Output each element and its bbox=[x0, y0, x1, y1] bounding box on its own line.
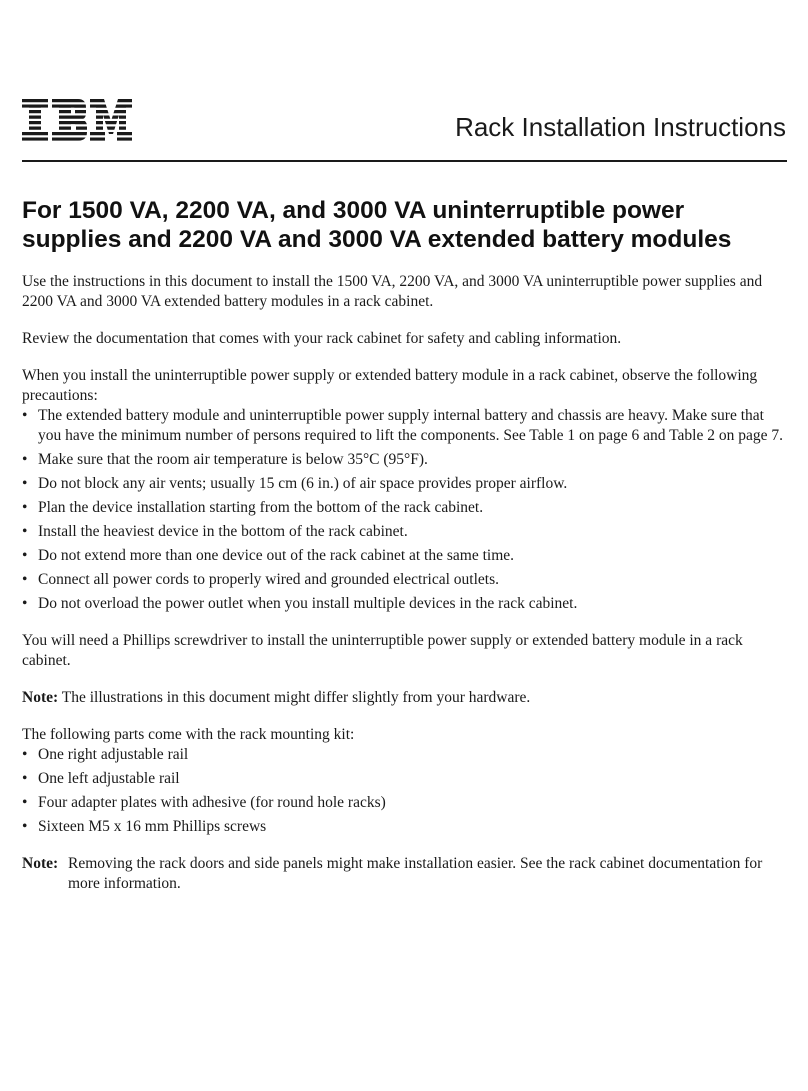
list-item: • One left adjustable rail bbox=[22, 770, 180, 787]
list-item: • Four adapter plates with adhesive (for round hole racks) bbox=[22, 794, 386, 811]
list-item: • Sixteen M5 x 16 mm Phillips screws bbox=[22, 818, 267, 835]
bullet-icon: • bbox=[22, 770, 28, 787]
list-item: • Install the heaviest device in the bottom of the rack cabinet. bbox=[22, 523, 408, 540]
list-item: • Plan the device installation starting from the bottom of the rack cabinet. bbox=[22, 499, 484, 516]
document-body bbox=[22, 272, 788, 894]
bullet-icon: • bbox=[22, 818, 28, 835]
list-item: • Connect all power cords to properly wired and grounded electrical outlets. bbox=[22, 571, 499, 588]
list-item: • The extended battery module and uninterruptible power supply internal battery and chassis are heavy. Make sure that you have the minimum number of persons required to lift the components. See Table 1 on page 6 and Table 2 on page 7. bbox=[22, 407, 783, 444]
note-illustrations bbox=[22, 688, 788, 708]
bullet-icon: • bbox=[22, 475, 28, 492]
document-title: Rack Installation Instructions bbox=[455, 112, 786, 142]
bullet-icon: • bbox=[22, 407, 28, 424]
bullet-icon: • bbox=[22, 547, 28, 564]
list-item: • Make sure that the room air temperature is below 35°C (95°F). bbox=[22, 451, 428, 468]
note-text: The illustrations in this document might differ slightly from your hardware. bbox=[61, 689, 531, 706]
bullet-icon: • bbox=[22, 451, 28, 468]
tools-paragraph: You will need a Phillips screwdriver to install the uninterruptible power supply or extended battery module in a rack cabinet. bbox=[22, 632, 743, 669]
list-item: • Do not extend more than one device out of the rack cabinet at the same time. bbox=[22, 547, 515, 564]
list-item: • Do not block any air vents; usually 15 cm (6 in.) of air space provides proper airflow. bbox=[22, 475, 568, 492]
parts-intro: The following parts come with the rack mounting kit: bbox=[22, 726, 355, 743]
header-rule bbox=[22, 160, 787, 162]
precautions-intro: When you install the uninterruptible power supply or extended battery module in a rack cabinet, observe the following precautions: bbox=[22, 367, 758, 404]
bullet-icon: • bbox=[22, 595, 28, 612]
list-item: • Do not overload the power outlet when you install multiple devices in the rack cabinet. bbox=[22, 595, 578, 612]
parts-list bbox=[22, 745, 788, 837]
ibm-logo bbox=[22, 99, 132, 143]
intro-paragraph: Use the instructions in this document to install the 1500 VA, 2200 VA, and 3000 VA uninterruptible power supplies and 2200 VA and 3000 VA extended battery modules in a rack cabinet. bbox=[22, 273, 763, 310]
main-heading bbox=[22, 196, 792, 254]
note-rack-doors bbox=[22, 854, 788, 894]
bullet-icon: • bbox=[22, 746, 28, 763]
note-text: Removing the rack doors and side panels might make installation easier. See the rack cabinet documentation for more information. bbox=[68, 855, 763, 892]
bullet-icon: • bbox=[22, 499, 28, 516]
bullet-icon: • bbox=[22, 794, 28, 811]
list-item: • One right adjustable rail bbox=[22, 746, 189, 763]
note-label: Note: bbox=[22, 689, 59, 706]
main-heading-line2: supplies and 2200 VA and 3000 VA extended battery modules bbox=[22, 226, 732, 253]
bullet-icon: • bbox=[22, 523, 28, 540]
note-label: Note: bbox=[22, 855, 59, 872]
review-paragraph: Review the documentation that comes with your rack cabinet for safety and cabling information. bbox=[22, 330, 622, 347]
main-heading-line1: For 1500 VA, 2200 VA, and 3000 VA uninterruptible power bbox=[22, 197, 685, 224]
bullet-icon: • bbox=[22, 571, 28, 588]
precautions-list bbox=[22, 406, 788, 614]
